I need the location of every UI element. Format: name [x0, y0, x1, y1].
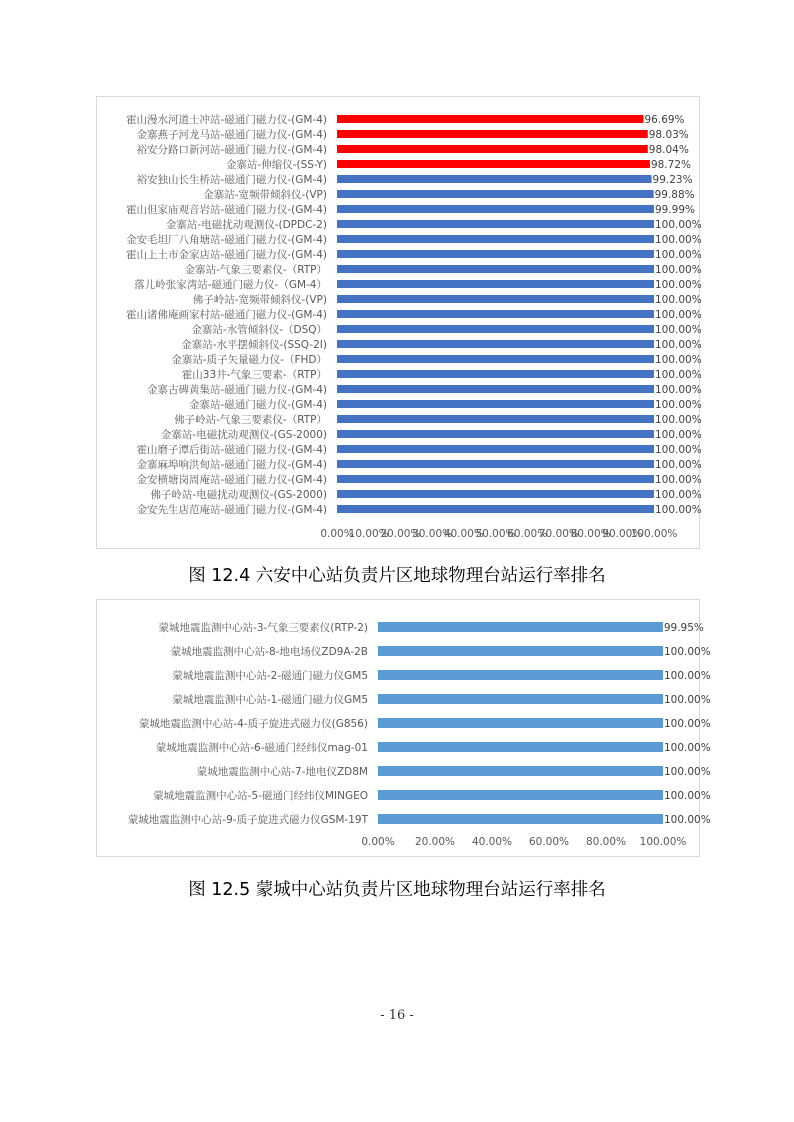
- bar: [337, 205, 654, 213]
- category-label: 蒙城地震监测中心站-9-质子旋进式磁力仪GSM-19T: [127, 813, 368, 826]
- data-label: 100.00%: [655, 413, 702, 426]
- data-label: 100.00%: [655, 383, 702, 396]
- data-label: 96.69%: [644, 113, 685, 126]
- bar: [378, 814, 663, 824]
- x-tick-label: 60.00%: [507, 528, 548, 540]
- data-label: 100.00%: [655, 368, 702, 381]
- bar: [337, 370, 654, 378]
- data-label: 100.00%: [664, 669, 711, 682]
- category-label: 金寨站-电磁扰动观测仪-(DPDC-2): [165, 218, 327, 231]
- bar: [337, 130, 648, 138]
- bar: [337, 115, 644, 123]
- bar: [337, 325, 654, 333]
- data-label: 99.23%: [652, 173, 693, 186]
- bar: [378, 694, 663, 704]
- chart-2-svg: [97, 600, 711, 856]
- x-tick-label: 90.00%: [602, 528, 643, 540]
- category-label: 金寨站-电磁扰动观测仪-(GS-2000): [160, 428, 327, 441]
- page-number: - 16 -: [380, 1008, 414, 1023]
- x-tick-label: 10.00%: [348, 528, 389, 540]
- x-tick-label: 70.00%: [538, 528, 579, 540]
- bar: [337, 160, 650, 168]
- category-label: 金安毛坦厂八角塘站-磁通门磁力仪-(GM-4): [126, 233, 327, 246]
- category-label: 霍山上土市金家店站-磁通门磁力仪-(GM-4): [126, 248, 327, 261]
- bar: [378, 790, 663, 800]
- data-label: 100.00%: [655, 398, 702, 411]
- category-label: 蒙城地震监测中心站-3-气象三要素仪(RTP-2): [158, 621, 368, 634]
- data-label: 100.00%: [655, 263, 702, 276]
- x-tick-label: 20.00%: [414, 836, 456, 848]
- data-label: 100.00%: [655, 218, 702, 231]
- data-label: 100.00%: [664, 693, 711, 706]
- category-label: 金寨站-宽频带倾斜仪-(VP): [203, 188, 327, 201]
- category-label: 金寨站-质子矢量磁力仪-（FHD）: [171, 353, 327, 366]
- data-label: 98.72%: [650, 158, 691, 171]
- bar: [337, 430, 654, 438]
- category-label: 金寨麻埠响洪甸站-磁通门磁力仪-(GM-4): [136, 458, 327, 471]
- bar: [378, 646, 663, 656]
- data-label: 100.00%: [664, 789, 711, 802]
- category-label: 佛子岭站-宽频带倾斜仪-(VP): [192, 293, 327, 306]
- x-tick-label: 20.00%: [380, 528, 421, 540]
- category-label: 蒙城地震监测中心站-2-磁通门磁力仪GM5: [172, 669, 368, 682]
- category-label: 霍山但家庙观音岩站-磁通门磁力仪-(GM-4): [126, 203, 327, 216]
- chart-1-svg: [97, 97, 702, 548]
- category-label: 金寨站-水管倾斜仪-（DSQ）: [191, 323, 327, 336]
- bar: [337, 190, 654, 198]
- x-tick-label: 40.00%: [471, 836, 513, 848]
- bar: [337, 220, 654, 228]
- category-label: 落儿岭张家湾站-磁通门磁力仪-（GM-4）: [134, 278, 327, 291]
- bar: [337, 310, 654, 318]
- data-label: 100.00%: [655, 473, 702, 486]
- bar: [378, 718, 663, 728]
- category-label: 霍山漫水河道士冲站-磁通门磁力仪-(GM-4): [126, 113, 327, 126]
- category-label: 蒙城地震监测中心站-4-质子旋进式磁力仪(G856): [138, 717, 368, 730]
- chart-1-container: [96, 96, 700, 549]
- data-label: 100.00%: [664, 645, 711, 658]
- bar: [337, 460, 654, 468]
- bar: [337, 145, 648, 153]
- data-label: 99.95%: [663, 621, 704, 634]
- category-label: 佛子岭站-电磁扰动观测仪-(GS-2000): [150, 488, 327, 501]
- bar: [337, 445, 654, 453]
- bar: [337, 490, 654, 498]
- x-tick-label: 40.00%: [443, 528, 484, 540]
- x-tick-label: 80.00%: [570, 528, 611, 540]
- bar: [337, 280, 654, 288]
- bar: [337, 355, 654, 363]
- category-label: 金寨站-伸缩仪-(SS-Y): [225, 158, 327, 171]
- bar: [337, 250, 654, 258]
- category-label: 金寨燕子河龙马站-磁通门磁力仪-(GM-4): [136, 128, 327, 141]
- category-label: 金安先生店范庵站-磁通门磁力仪-(GM-4): [136, 503, 327, 516]
- data-label: 100.00%: [655, 323, 702, 336]
- bar: [337, 385, 654, 393]
- bar: [378, 742, 663, 752]
- chart-2-container: [96, 599, 711, 857]
- x-tick-label: 60.00%: [528, 836, 570, 848]
- x-tick-label: 80.00%: [585, 836, 627, 848]
- category-label: 蒙城地震监测中心站-1-磁通门磁力仪GM5: [172, 693, 368, 706]
- data-label: 100.00%: [655, 503, 702, 516]
- bar: [337, 505, 654, 513]
- data-label: 98.03%: [648, 128, 689, 141]
- data-label: 100.00%: [655, 428, 702, 441]
- category-label: 蒙城地震监测中心站-8-地电场仪ZD9A-2B: [170, 645, 368, 658]
- category-label: 霍山磨子潭后街站-磁通门磁力仪-(GM-4): [136, 443, 327, 456]
- category-label: 裕安分路口新河站-磁通门磁力仪-(GM-4): [136, 143, 327, 156]
- bar: [337, 475, 654, 483]
- data-label: 100.00%: [664, 717, 711, 730]
- bar: [337, 235, 654, 243]
- data-label: 100.00%: [655, 338, 702, 351]
- category-label: 裕安独山长生桥站-磁通门磁力仪-(GM-4): [136, 173, 327, 186]
- data-label: 100.00%: [655, 278, 702, 291]
- chart-2-caption: 图 12.5 蒙城中心站负责片区地球物理台站运行率排名: [188, 880, 606, 900]
- x-tick-label: 50.00%: [475, 528, 516, 540]
- data-label: 100.00%: [655, 443, 702, 456]
- bar: [337, 265, 654, 273]
- data-label: 100.00%: [664, 741, 711, 754]
- bar: [378, 766, 663, 776]
- data-label: 100.00%: [655, 233, 702, 246]
- bar: [337, 400, 654, 408]
- x-tick-label: 0.00%: [361, 836, 395, 848]
- data-label: 100.00%: [655, 293, 702, 306]
- data-label: 100.00%: [655, 248, 702, 261]
- x-tick-label: 0.00%: [320, 528, 354, 540]
- bar: [337, 295, 654, 303]
- category-label: 金寨古碑黄集站-磁通门磁力仪-(GM-4): [147, 383, 327, 396]
- data-label: 99.99%: [654, 203, 696, 216]
- x-tick-label: 100.00%: [639, 836, 687, 848]
- data-label: 99.88%: [654, 188, 695, 201]
- data-label: 100.00%: [664, 813, 711, 826]
- data-label: 100.00%: [655, 308, 702, 321]
- category-label: 金安横塘岗周庵站-磁通门磁力仪-(GM-4): [136, 473, 327, 486]
- data-label: 100.00%: [655, 488, 702, 501]
- x-tick-label: 100.00%: [630, 528, 678, 540]
- x-tick-label: 30.00%: [412, 528, 453, 540]
- data-label: 100.00%: [664, 765, 711, 778]
- bar: [337, 415, 654, 423]
- chart-1-caption: 图 12.4 六安中心站负责片区地球物理台站运行率排名: [188, 566, 606, 586]
- bar: [337, 340, 654, 348]
- bar: [378, 622, 663, 632]
- category-label: 金寨站-磁通门磁力仪-(GM-4): [189, 398, 327, 411]
- category-label: 蒙城地震监测中心站-5-磁通门经纬仪MINGEO: [153, 789, 368, 802]
- category-label: 蒙城地震监测中心站-7-地电仪ZD8M: [196, 765, 368, 778]
- category-label: 霍山诸佛庵画家村站-磁通门磁力仪-(GM-4): [126, 308, 327, 321]
- bar: [337, 175, 652, 183]
- category-label: 金寨站-气象三要素仪-（RTP）: [184, 263, 327, 276]
- category-label: 霍山33井-气象三要素-（RTP）: [181, 368, 327, 381]
- category-label: 佛子岭站-气象三要素仪-（RTP）: [174, 413, 327, 426]
- data-label: 100.00%: [655, 353, 702, 366]
- data-label: 98.04%: [648, 143, 689, 156]
- category-label: 金寨站-水平摆倾斜仪-(SSQ-2I): [181, 338, 327, 351]
- bar: [378, 670, 663, 680]
- data-label: 100.00%: [655, 458, 702, 471]
- category-label: 蒙城地震监测中心站-6-磁通门经纬仪mag-01: [155, 741, 368, 754]
